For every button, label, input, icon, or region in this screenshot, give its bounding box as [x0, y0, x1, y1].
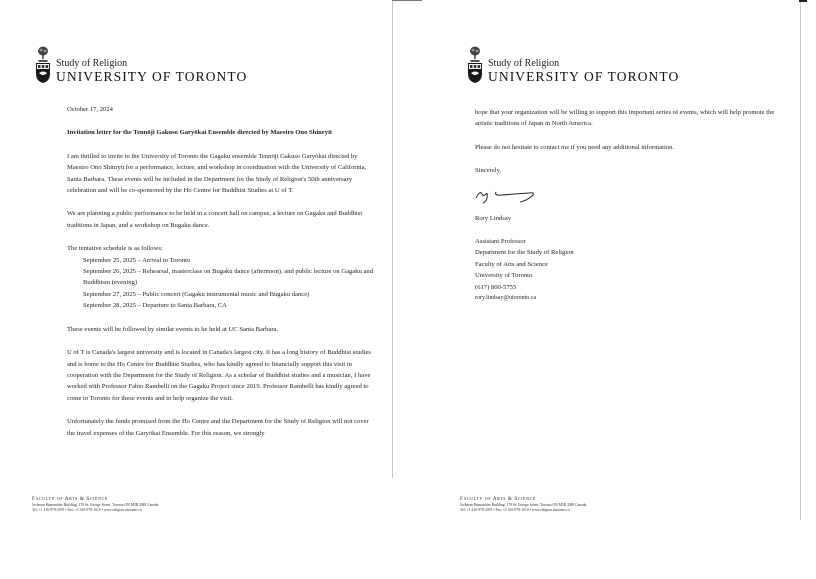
handwritten-signature	[474, 186, 549, 209]
letterhead-department: Study of Religion	[488, 58, 560, 69]
footer-contact: Tel: +1 416-978-2395 • Fax: +1 416-978-1610 • www.religion.utoronto.ca	[460, 508, 570, 512]
letterhead-university: UNIVERSITY OF TORONTO	[56, 69, 248, 84]
letter-page-2	[394, 0, 800, 579]
letter-footer-page-1	[32, 496, 292, 513]
schedule-list	[67, 255, 377, 312]
paragraph-uoft-background: U of T is Canada's largest university and is located in Canada's largest city. It has a long history of Buddhist studies and is home to the Ho Centre for Buddhist Studies, who has kindly agreed to financially support this visit in cooperation with the Department for the Study of Religion. As a scholar of Buddhist studies and a musician, I have worked with Professor Fabio Rambelli on the Gagaku Project since 2019. Professor Rambelli has kindly agreed to come to Toronto for these events and to help organize the visit.	[67, 349, 371, 402]
paragraph-schedule-intro: The tentative schedule is as follows:	[67, 245, 163, 253]
signer-department: Department for the Study of Religion	[475, 249, 574, 257]
page-corner-mark	[799, 0, 807, 2]
letter-footer-page-2	[460, 496, 720, 513]
letterhead-university: UNIVERSITY OF TORONTO	[488, 69, 680, 84]
footer-address: Jackman Humanities Building, 170 St. George Street, Toronto ON M5R 2M8 Canada	[460, 503, 587, 507]
letter-body-page-1	[67, 104, 377, 439]
paragraph-contact: Please do not hesitate to contact me if you need any additional information.	[475, 143, 675, 151]
letter-date: October 17, 2024	[67, 106, 113, 113]
letterhead-department: Study of Religion	[56, 58, 128, 69]
footer-contact: Tel: +1 416-978-2395 • Fax: +1 416-978-1610 • www.religion.utoronto.ca	[32, 508, 142, 512]
paragraph-funding: Unfortunately the funds promised from the Ho Centre and the Department for the Study of Religion will not cover the travel expenses of the Garyōkai Ensemble. For this reason, we strongly	[67, 418, 369, 437]
paragraph-invitation: I am thrilled to invite to the University of Toronto the Gagaku ensemble Tennōji Gakuso Garyōkai directed by Maestro Ono Shinryū for a performance, lecture, and workshop in coordination with the University of California, Santa Barbara. These events will be included in the Department for the Study of Religion's 50th anniversary celebration and will be co-sponsored by the Ho Centre for Buddhist Studies at U of T.	[67, 152, 367, 195]
uoft-crest-icon	[34, 46, 52, 84]
schedule-item: September 26, 2025 – Rehearsal, masterclass on Bugaku dance (afternoon), and public lecture on Gagaku and Buddhism (evening)	[83, 268, 374, 287]
footer-faculty: Faculty of Arts & Science	[460, 496, 536, 502]
page-divider	[392, 0, 393, 478]
paragraph-support-request: hope that your organization will be willing to support this important series of events, which will help promote the artistic traditions of Japan in North America.	[475, 109, 775, 128]
uoft-crest-icon	[466, 46, 484, 84]
letter-page-1	[0, 0, 392, 579]
footer-faculty: Faculty of Arts & Science	[32, 496, 108, 502]
letterhead-logo	[466, 46, 679, 84]
signer-phone: (617) 800-5755	[475, 283, 517, 291]
letterhead-logo	[34, 46, 247, 84]
paragraph-plans: We are planning a public performance to be held in a concert hall on campus, a lecture on Gagaku and Buddhist traditions in Japan, and a workshop on Bugaku dance.	[67, 210, 363, 229]
schedule-item: September 27, 2025 – Public concert (Gagaku instrumental music and Bugaku dance)	[83, 290, 310, 298]
page-edge-right	[800, 0, 801, 520]
closing: Sincerely,	[475, 167, 502, 175]
letter-subject: Invitation letter for the Tennōji Gakuso Garyōkai Ensemble directed by Maestro Ono Shinryū	[67, 129, 332, 137]
schedule-item: September 28, 2025 – Departure to Santa Barbara, CA	[83, 302, 227, 310]
signer-university: University of Toronto	[475, 272, 533, 280]
signer-faculty: Faculty of Arts and Science	[475, 260, 548, 268]
paragraph-followup-events: These events will be followed by similar events to be held at UC Santa Barbara.	[67, 325, 279, 333]
footer-address: Jackman Humanities Building, 170 St. George Street, Toronto ON M5R 2M8 Canada	[32, 503, 159, 507]
schedule-item: September 25, 2025 – Arrival in Toronto	[83, 256, 191, 264]
signer-name: Rory Lindsay	[475, 214, 512, 222]
signer-email: rory.lindsay@utoronto.ca	[475, 295, 537, 302]
signer-title: Assistant Professor	[475, 238, 526, 246]
